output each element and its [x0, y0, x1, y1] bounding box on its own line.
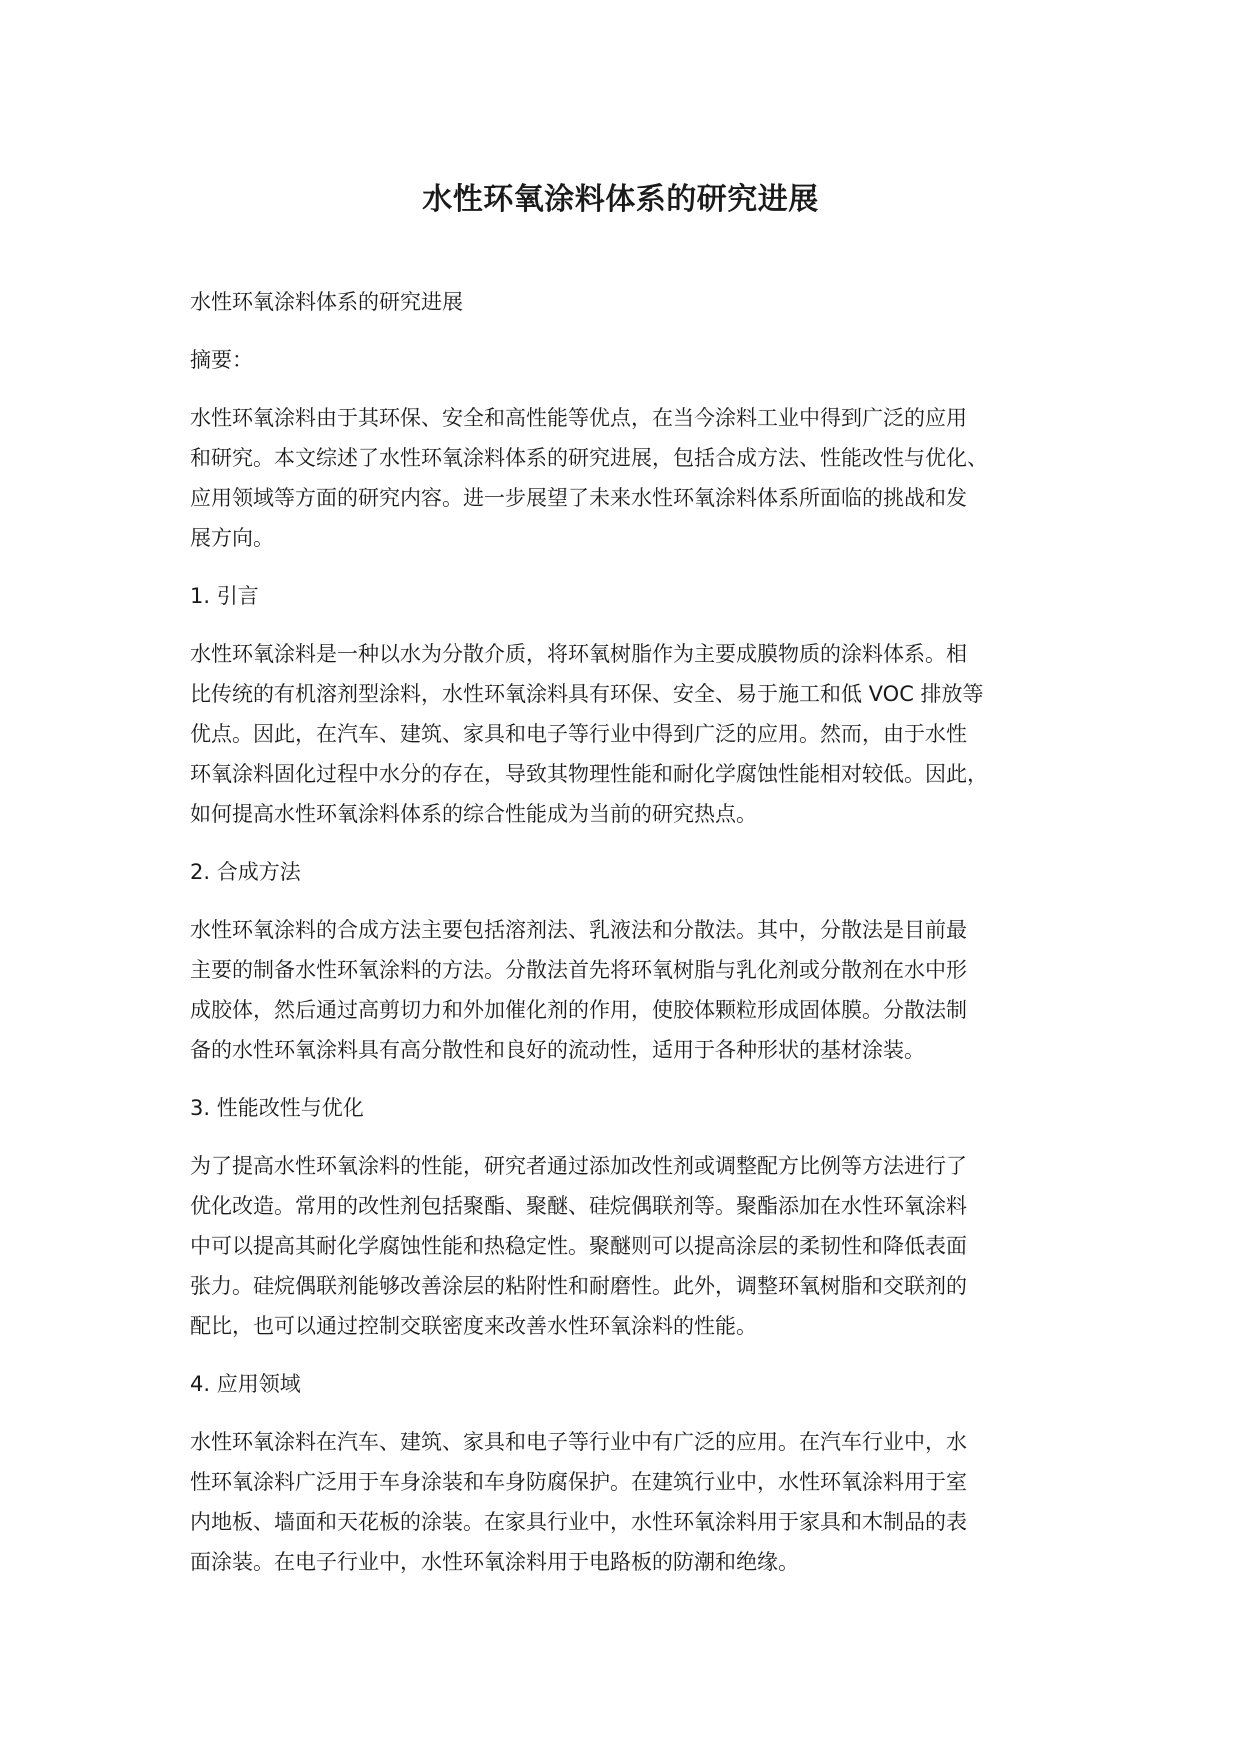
paragraph-line: 面涂装。在电子行业中，水性环氧涂料用于电路板的防潮和绝缘。	[190, 1550, 799, 1574]
paragraph-line: 水性环氧涂料是一种以水为分散介质，将环氧树脂作为主要成膜物质的涂料体系。相	[190, 642, 967, 666]
paragraph-line: 优点。因此，在汽车、建筑、家具和电子等行业中得到广泛的应用。然而，由于水性	[190, 722, 967, 746]
section-heading-modification: 3. 性能改性与优化	[190, 1096, 364, 1120]
section-heading-synthesis: 2. 合成方法	[190, 860, 301, 884]
paragraph-line: 水性环氧涂料在汽车、建筑、家具和电子等行业中有广泛的应用。在汽车行业中，水	[190, 1430, 967, 1454]
paragraph-line: 成胶体，然后通过高剪切力和外加催化剂的作用，使胶体颗粒形成固体膜。分散法制	[190, 998, 967, 1022]
paragraph-line: 主要的制备水性环氧涂料的方法。分散法首先将环氧树脂与乳化剂或分散剂在水中形	[190, 958, 967, 982]
paragraph-line: 中可以提高其耐化学腐蚀性能和热稳定性。聚醚则可以提高涂层的柔韧性和降低表面	[190, 1234, 967, 1258]
section-paragraph-modification	[190, 1146, 1080, 1346]
paragraph-line: 环氧涂料固化过程中水分的存在，导致其物理性能和耐化学腐蚀性能相对较低。因此，	[190, 762, 988, 786]
paragraph-line: 优化改造。常用的改性剂包括聚酯、聚醚、硅烷偶联剂等。聚酯添加在水性环氧涂料	[190, 1194, 967, 1218]
document-body	[190, 282, 1080, 1600]
abstract-line: 应用领域等方面的研究内容。进一步展望了未来水性环氧涂料体系所面临的挑战和发	[190, 486, 967, 510]
paragraph-line: 备的水性环氧涂料具有高分散性和良好的流动性，适用于各种形状的基材涂装。	[190, 1038, 925, 1062]
section-paragraph-intro	[190, 634, 1080, 834]
paragraph-line: 比传统的有机溶剂型涂料，水性环氧涂料具有环保、安全、易于施工和低 VOC 排放等	[190, 682, 984, 706]
document-subtitle: 水性环氧涂料体系的研究进展	[190, 290, 463, 314]
paragraph-line: 为了提高水性环氧涂料的性能，研究者通过添加改性剂或调整配方比例等方法进行了	[190, 1154, 967, 1178]
paragraph-line: 性环氧涂料广泛用于车身涂装和车身防腐保护。在建筑行业中，水性环氧涂料用于室	[190, 1470, 967, 1494]
abstract-line: 水性环氧涂料由于其环保、安全和高性能等优点，在当今涂料工业中得到广泛的应用	[190, 406, 967, 430]
paragraph-line: 水性环氧涂料的合成方法主要包括溶剂法、乳液法和分散法。其中，分散法是目前最	[190, 918, 967, 942]
paragraph-line: 配比，也可以通过控制交联密度来改善水性环氧涂料的性能。	[190, 1314, 757, 1338]
paragraph-line: 如何提高水性环氧涂料体系的综合性能成为当前的研究热点。	[190, 802, 757, 826]
section-paragraph-synthesis	[190, 910, 1080, 1070]
document-title: 水性环氧涂料体系的研究进展	[422, 182, 819, 217]
abstract-paragraph	[190, 398, 1080, 558]
abstract-heading: 摘要：	[190, 348, 253, 372]
paragraph-line: 张力。硅烷偶联剂能够改善涂层的粘附性和耐磨性。此外，调整环氧树脂和交联剂的	[190, 1274, 967, 1298]
paragraph-line: 内地板、墙面和天花板的涂装。在家具行业中，水性环氧涂料用于家具和木制品的表	[190, 1510, 967, 1534]
abstract-line: 和研究。本文综述了水性环氧涂料体系的研究进展，包括合成方法、性能改性与优化、	[190, 446, 988, 470]
section-heading-intro: 1. 引言	[190, 584, 259, 608]
section-paragraph-applications	[190, 1422, 1080, 1582]
section-heading-applications: 4. 应用领域	[190, 1372, 301, 1396]
abstract-line: 展方向。	[190, 526, 274, 550]
